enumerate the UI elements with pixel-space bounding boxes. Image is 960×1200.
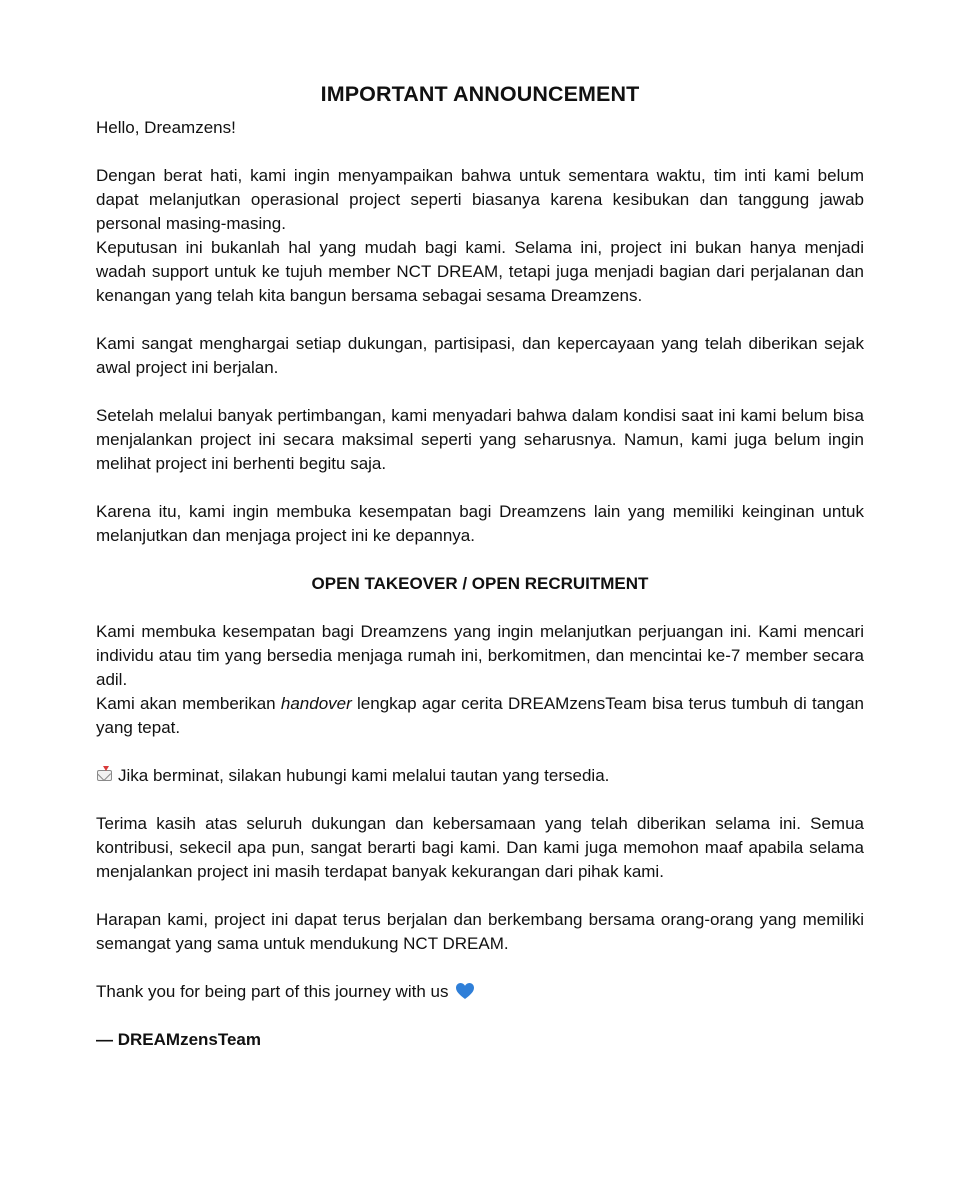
envelope-with-arrow-icon <box>96 767 114 783</box>
spacer <box>96 380 864 404</box>
spacer <box>96 596 864 620</box>
spacer <box>96 476 864 500</box>
paragraph-consideration: Setelah melalui banyak pertimbangan, kami menyadari bahwa dalam kondisi saat ini kami belum bisa menjalankan project ini secara maksimal seperti yang seharusnya. Namun, kami juga belum ingin melihat project ini berhenti begitu saja. <box>96 406 864 473</box>
spacer <box>96 140 864 164</box>
signature-name: DREAMzensTeam <box>117 1030 262 1049</box>
spacer <box>96 884 864 908</box>
spacer <box>96 788 864 812</box>
contact-line <box>96 764 864 788</box>
spacer <box>96 1004 864 1028</box>
greeting: Hello, Dreamzens! <box>96 118 236 137</box>
section-heading: OPEN TAKEOVER / OPEN RECRUITMENT <box>311 574 649 593</box>
closing-line <box>96 980 864 1004</box>
paragraph-appreciation: Kami sangat menghargai setiap dukungan, partisipasi, dan kepercayaan yang telah diberikan sejak awal project ini berjalan. <box>96 334 864 377</box>
paragraph-announcement: Dengan berat hati, kami ingin menyampaikan bahwa untuk sementara waktu, tim inti kami belum dapat melanjutkan operasional project seperti biasanya karena kesibukan dan tanggung jawab personal masing-masing. <box>96 166 864 233</box>
paragraph-opportunity: Karena itu, kami ingin membuka kesempatan bagi Dreamzens lain yang memiliki keinginan untuk melanjutkan dan menjaga project ini ke depannya. <box>96 502 864 545</box>
paragraph-decision: Keputusan ini bukanlah hal yang mudah bagi kami. Selama ini, project ini bukan hanya menjadi wadah support untuk ke tujuh member NCT DREAM, tetapi juga menjadi bagian dari perjalanan dan kenangan yang telah kita bangun bersama sebagai sesama Dreamzens. <box>96 238 864 305</box>
spacer <box>96 308 864 332</box>
handover-text-before: Kami akan memberikan <box>96 694 281 713</box>
announcement-body <box>96 78 864 1052</box>
signature <box>96 1028 864 1052</box>
page-title: IMPORTANT ANNOUNCEMENT <box>320 82 640 106</box>
paragraph-hope: Harapan kami, project ini dapat terus berjalan dan berkembang bersama orang-orang yang memiliki semangat yang sama untuk mendukung NCT DREAM. <box>96 910 864 953</box>
blue-heart-icon <box>455 982 475 1000</box>
spacer <box>96 548 864 572</box>
spacer <box>96 740 864 764</box>
signature-dash: — <box>96 1030 118 1049</box>
handover-text-after: lengkap agar cerita DREAMzensTeam bisa terus tumbuh di tangan yang tepat. <box>96 694 864 737</box>
contact-text: Jika berminat, silakan hubungi kami melalui tautan yang tersedia. <box>118 766 610 785</box>
spacer <box>96 956 864 980</box>
paragraph-recruitment: Kami membuka kesempatan bagi Dreamzens yang ingin melanjutkan perjuangan ini. Kami mencari individu atau tim yang bersedia menjaga rumah ini, berkomitmen, dan mencintai ke-7 member secara adil. <box>96 622 864 689</box>
paragraph-thanks: Terima kasih atas seluruh dukungan dan kebersamaan yang telah diberikan selama ini. Semua kontribusi, sekecil apa pun, sangat berarti bagi kami. Dan kami juga memohon maaf apabila selama menjalankan project ini masih terdapat banyak kekurangan dari pihak kami. <box>96 814 864 881</box>
paragraph-handover <box>96 692 864 740</box>
closing-text: Thank you for being part of this journey with us <box>96 982 454 1001</box>
handover-italic: handover <box>280 694 352 713</box>
